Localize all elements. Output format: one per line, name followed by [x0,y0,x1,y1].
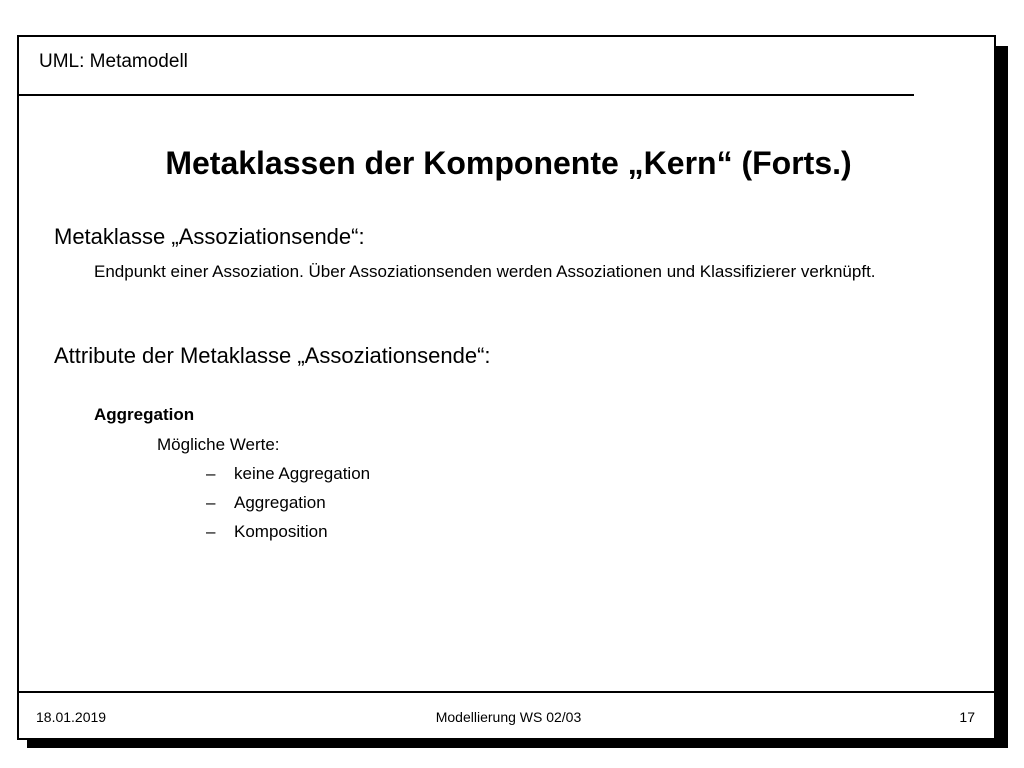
list-item [206,492,370,521]
section-heading-metaclass: Metaklasse „Assoziationsende“: [54,224,365,249]
attribute-name: Aggregation [94,405,195,424]
dash-bullet: – [206,464,216,483]
slide-title: Metaklassen der Komponente „Kern“ (Forts.) [165,145,852,181]
possible-values-label: Mögliche Werte: [157,435,280,454]
footer-divider [19,691,994,693]
dash-bullet: – [206,493,216,512]
section-heading-attributes: Attribute der Metaklasse „Assoziationsende“: [54,343,491,368]
page-number: 17 [959,709,975,725]
metaclass-description: Endpunkt einer Assoziation. Über Assoziationsenden werden Assoziationen und Klassifizierer verknüpft. [94,262,876,281]
footer-course: Modellierung WS 02/03 [435,709,582,725]
header-divider [19,94,914,96]
dash-bullet: – [206,522,216,541]
header-title: UML: Metamodell [39,51,188,72]
value-text: Komposition [234,522,328,541]
possible-values-list [206,463,370,550]
list-item [206,521,370,550]
value-text: Aggregation [234,493,326,512]
slide [17,35,996,740]
footer-date: 18.01.2019 [36,709,107,725]
value-text: keine Aggregation [234,464,371,483]
list-item [206,463,370,492]
